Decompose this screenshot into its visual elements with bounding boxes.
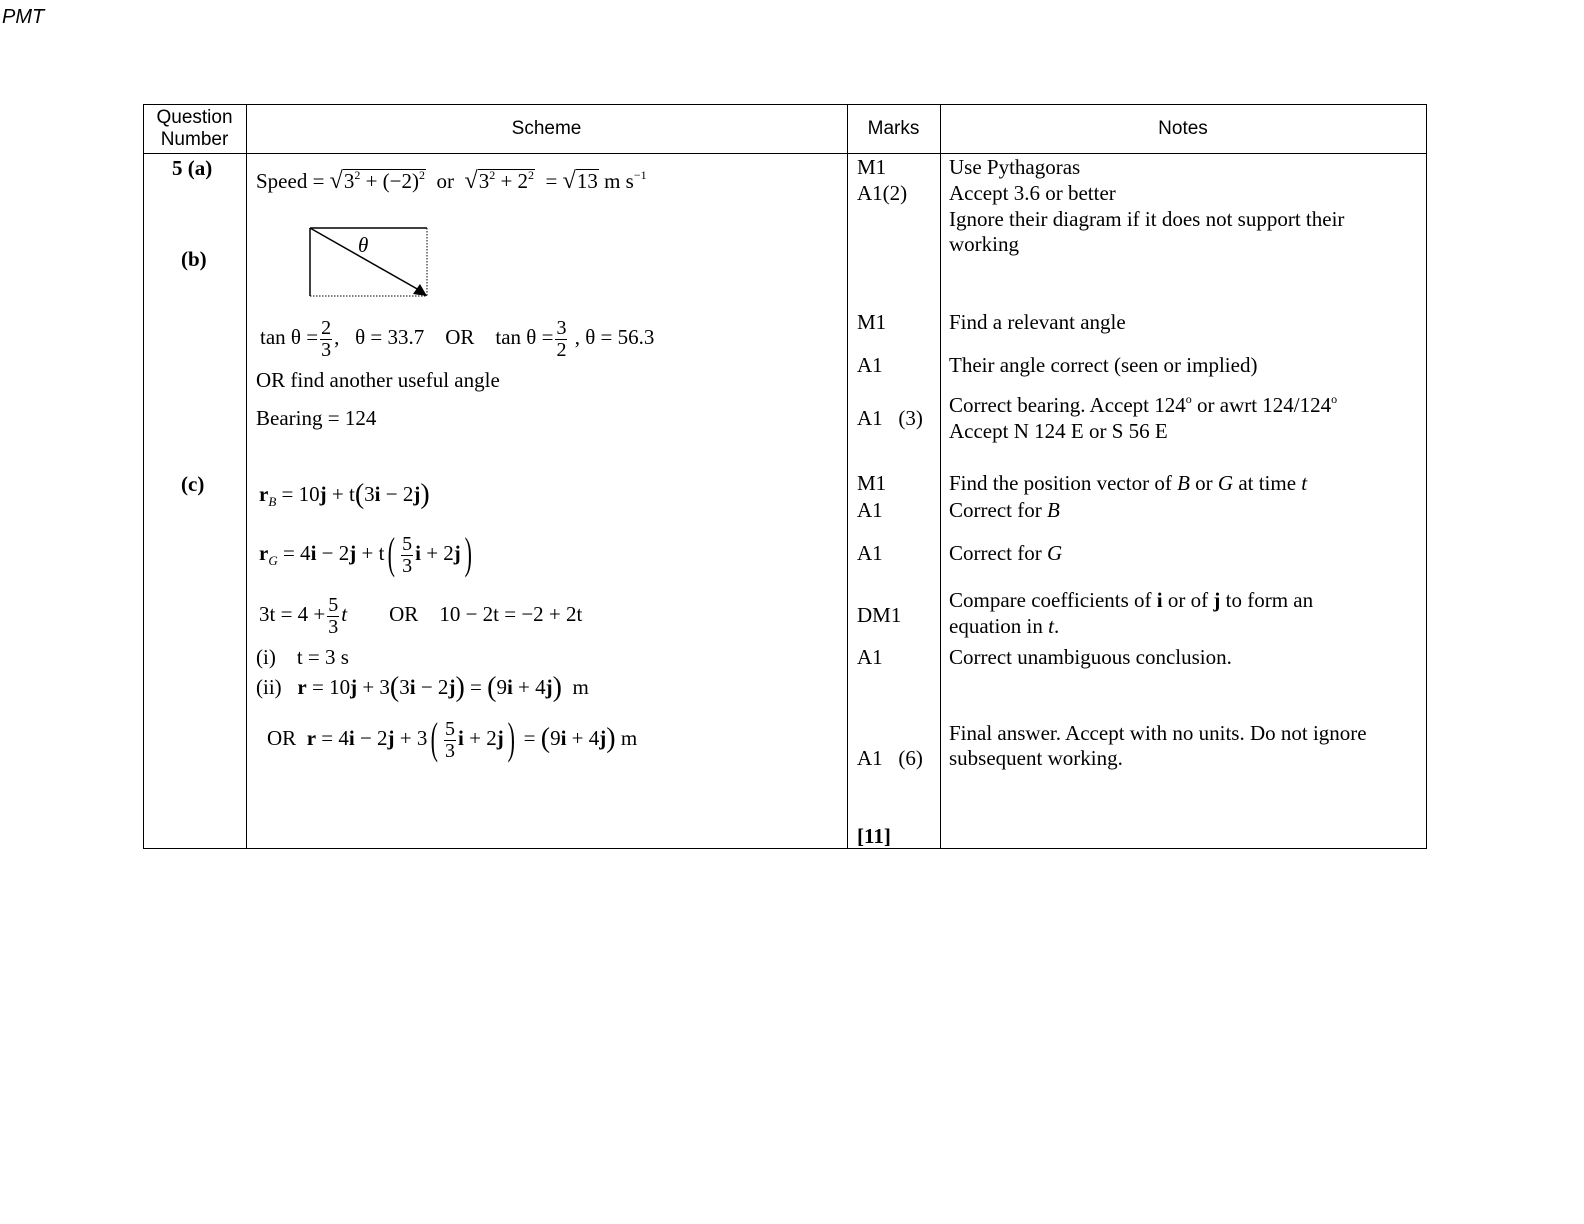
formula-part: r: [259, 541, 269, 565]
formula-part: θ = 56.3: [585, 325, 655, 349]
header-notes: Notes: [1158, 117, 1208, 139]
formula-part: 3: [328, 615, 339, 638]
formula-part: r: [306, 726, 317, 750]
rG-formula: [259, 528, 475, 578]
formula-part: (: [540, 723, 551, 754]
note: working: [949, 232, 1019, 256]
note: subsequent working.: [949, 746, 1123, 770]
formula-part: 9: [496, 675, 507, 699]
header-label: Number: [160, 128, 229, 150]
formula-part: 3: [402, 554, 413, 577]
formula-part: + 2: [420, 541, 454, 565]
divider: [847, 104, 848, 849]
formula-part: (i): [256, 645, 276, 669]
formula-part: − 2: [316, 541, 350, 565]
formula-part: 3: [343, 169, 355, 193]
formula-part: 3: [321, 338, 332, 361]
formula-part: + t: [356, 541, 385, 565]
note: Their angle correct (seen or implied): [949, 353, 1258, 377]
formula-part: 2: [556, 338, 567, 361]
note: [949, 613, 1059, 639]
mark: A1: [857, 353, 883, 377]
formula-part: (: [388, 529, 396, 578]
formula-part: ): [552, 672, 562, 703]
part-ii-answer: [256, 674, 589, 701]
formula-part: + (−2): [360, 169, 420, 193]
arrowhead-icon: [413, 284, 427, 296]
compare-equation: [259, 589, 582, 639]
formula-part: = 10: [306, 675, 351, 699]
formula-part: + 4: [512, 675, 546, 699]
formula-part: Speed =: [256, 169, 330, 193]
formula-part: 3: [556, 316, 567, 339]
part-a-label: 5 (a): [172, 156, 213, 180]
formula-part: Find the position vector of: [949, 471, 1178, 495]
formula-part: 5: [445, 717, 456, 740]
formula-part: i: [415, 541, 421, 565]
mark: A1 (3): [857, 406, 923, 430]
alternative-answer: [267, 713, 637, 764]
velocity-diagram: [305, 224, 435, 302]
formula-part: Correct for: [949, 541, 1047, 565]
formula-part: tan θ =: [260, 325, 319, 349]
formula-part: ): [606, 723, 616, 754]
formula-part: ): [455, 672, 465, 703]
note: [949, 392, 1337, 418]
note: Find a relevant angle: [949, 310, 1126, 334]
divider: [246, 104, 247, 849]
formula-part: = 4: [277, 541, 311, 565]
part-i-answer: [256, 644, 349, 670]
formula-part: o: [1185, 392, 1192, 406]
formula-part: ,: [574, 325, 580, 349]
mark: A1: [857, 498, 883, 522]
note: [949, 470, 1307, 496]
formula-part: j: [599, 726, 607, 750]
formula-part: =: [518, 726, 541, 750]
formula-part: i: [409, 675, 416, 699]
formula-part: + 4: [566, 726, 600, 750]
formula-part: OR: [389, 602, 419, 626]
theta-label: θ: [358, 233, 369, 257]
formula-part: t = 3 s: [296, 645, 349, 669]
formula-part: − 2: [354, 726, 388, 750]
formula-part: to form an: [1220, 588, 1314, 612]
formula-part: B: [1046, 498, 1060, 522]
formula-part: j: [413, 482, 421, 506]
formula-part: G: [268, 553, 278, 568]
formula-part: 2: [321, 316, 332, 339]
formula-part: i: [458, 726, 464, 750]
formula-part: j: [453, 541, 461, 565]
formula-part: ): [507, 714, 515, 763]
formula-part: ): [420, 479, 430, 510]
formula-part: or awrt 124/124: [1191, 393, 1332, 417]
note: Ignore their diagram if it does not support their: [949, 207, 1345, 231]
formula-part: i: [310, 541, 317, 565]
formula-part: − 2: [415, 675, 449, 699]
formula-part: 2: [489, 168, 496, 182]
mark: A1: [857, 645, 883, 669]
note: [949, 540, 1062, 566]
bearing-text: Bearing = 124: [256, 406, 377, 430]
mark: M1: [857, 155, 887, 179]
speed-formula: Speed = $√3^2 + (-2)^2$ or $√3^2 + 2^2 = √13$ m $s^{-1}$: [256, 168, 647, 194]
formula-part: 2: [354, 168, 361, 182]
formula-part: i: [506, 675, 513, 699]
formula-part: tan θ =: [495, 325, 554, 349]
formula-part: B: [1177, 471, 1190, 495]
rB-formula: [259, 481, 430, 508]
formula-part: 3: [364, 482, 375, 506]
part-c-label: (c): [181, 472, 205, 496]
formula-part: t: [1301, 471, 1308, 495]
mark: A1(2): [857, 181, 908, 205]
mark: M1: [857, 310, 887, 334]
formula-part: i: [348, 726, 355, 750]
formula-part: 3: [445, 739, 456, 762]
formula-part: j: [496, 726, 504, 750]
mark: M1: [857, 471, 887, 495]
formula-part: 2: [528, 168, 535, 182]
formula-part: ,: [334, 325, 340, 349]
formula-part: + 2: [495, 169, 529, 193]
part-b-label: (b): [181, 247, 207, 271]
another-angle-text: OR find another useful angle: [256, 368, 500, 392]
formula-part: 3: [478, 169, 490, 193]
header-scheme: Scheme: [511, 117, 582, 139]
formula-part: j: [1213, 588, 1221, 612]
divider: [940, 104, 941, 849]
formula-part: + 3: [357, 675, 390, 699]
formula-part: or: [1189, 471, 1218, 495]
formula-part: equation in: [949, 614, 1049, 638]
formula-part: j: [350, 675, 358, 699]
formula-part: or of: [1162, 588, 1214, 612]
formula-part: at time: [1233, 471, 1302, 495]
formula-part: + t: [326, 482, 355, 506]
formula-part: r: [297, 675, 307, 699]
formula-part: j: [319, 482, 327, 506]
note: [949, 587, 1313, 613]
formula-part: =: [464, 675, 488, 699]
formula-part: = 4: [316, 726, 349, 750]
formula-part: (: [354, 479, 365, 510]
formula-part: Correct for: [949, 498, 1047, 522]
formula-part: 3t = 4 +: [259, 602, 326, 626]
formula-part: t: [1048, 614, 1054, 638]
header-marks: Marks: [867, 117, 920, 139]
watermark: PMT: [2, 6, 45, 28]
note: Accept N 124 E or S 56 E: [949, 419, 1168, 443]
mark: A1: [857, 541, 883, 565]
formula-part: + 2: [463, 726, 497, 750]
formula-part: (: [389, 672, 400, 703]
formula-part: 2: [419, 168, 426, 182]
note: Accept 3.6 or better: [949, 181, 1116, 205]
formula-part: j: [545, 675, 553, 699]
formula-part: OR: [267, 726, 297, 750]
total-marks: [11]: [857, 824, 891, 848]
formula-part: i: [374, 482, 381, 506]
formula-part: Correct bearing. Accept 124: [949, 393, 1186, 417]
formula-part: t: [341, 602, 348, 626]
formula-part: r: [259, 482, 269, 506]
formula-part: OR: [445, 325, 475, 349]
formula-part: G: [1046, 541, 1063, 565]
header-label: Question: [156, 106, 233, 128]
formula-part: (: [431, 714, 439, 763]
formula-part: i: [1156, 588, 1163, 612]
formula-part: 9: [550, 726, 561, 750]
formula-part: m: [615, 726, 638, 750]
formula-part: B: [268, 494, 277, 509]
formula-part: j: [387, 726, 395, 750]
mark: DM1: [857, 603, 902, 627]
formula-part: j: [349, 541, 357, 565]
formula-part: m: [567, 675, 589, 699]
formula-part: 13: [576, 169, 598, 193]
note: Use Pythagoras: [949, 155, 1081, 179]
formula-part: or: [436, 169, 455, 193]
formula-part: Compare coefficients of: [949, 588, 1157, 612]
note: Correct unambiguous conclusion.: [949, 645, 1232, 669]
formula-part: + 3: [394, 726, 428, 750]
mark: A1 (6): [857, 746, 923, 770]
tan-formula: [260, 312, 654, 362]
formula-part: 10 − 2t = −2 + 2t: [439, 602, 583, 626]
formula-part: G: [1217, 471, 1234, 495]
formula-part: o: [1331, 392, 1338, 406]
formula-part: m s: [598, 169, 634, 193]
formula-part: − 2: [380, 482, 414, 506]
formula-part: =: [545, 169, 563, 193]
formula-part: i: [560, 726, 567, 750]
formula-part: 5: [402, 532, 413, 555]
formula-part: θ = 33.7: [355, 325, 425, 349]
note: [949, 497, 1060, 523]
formula-part: (ii): [256, 675, 282, 699]
formula-part: (: [487, 672, 497, 703]
formula-part: 3: [399, 675, 410, 699]
header-question-number: [143, 104, 246, 153]
formula-part: .: [1054, 614, 1060, 638]
formula-part: 5: [328, 593, 339, 616]
formula-part: j: [448, 675, 456, 699]
note: Final answer. Accept with no units. Do not ignore: [949, 721, 1367, 745]
formula-part: = 10: [276, 482, 320, 506]
formula-part: −1: [633, 168, 647, 182]
divider: [143, 153, 1427, 154]
formula-part: ): [464, 529, 472, 578]
